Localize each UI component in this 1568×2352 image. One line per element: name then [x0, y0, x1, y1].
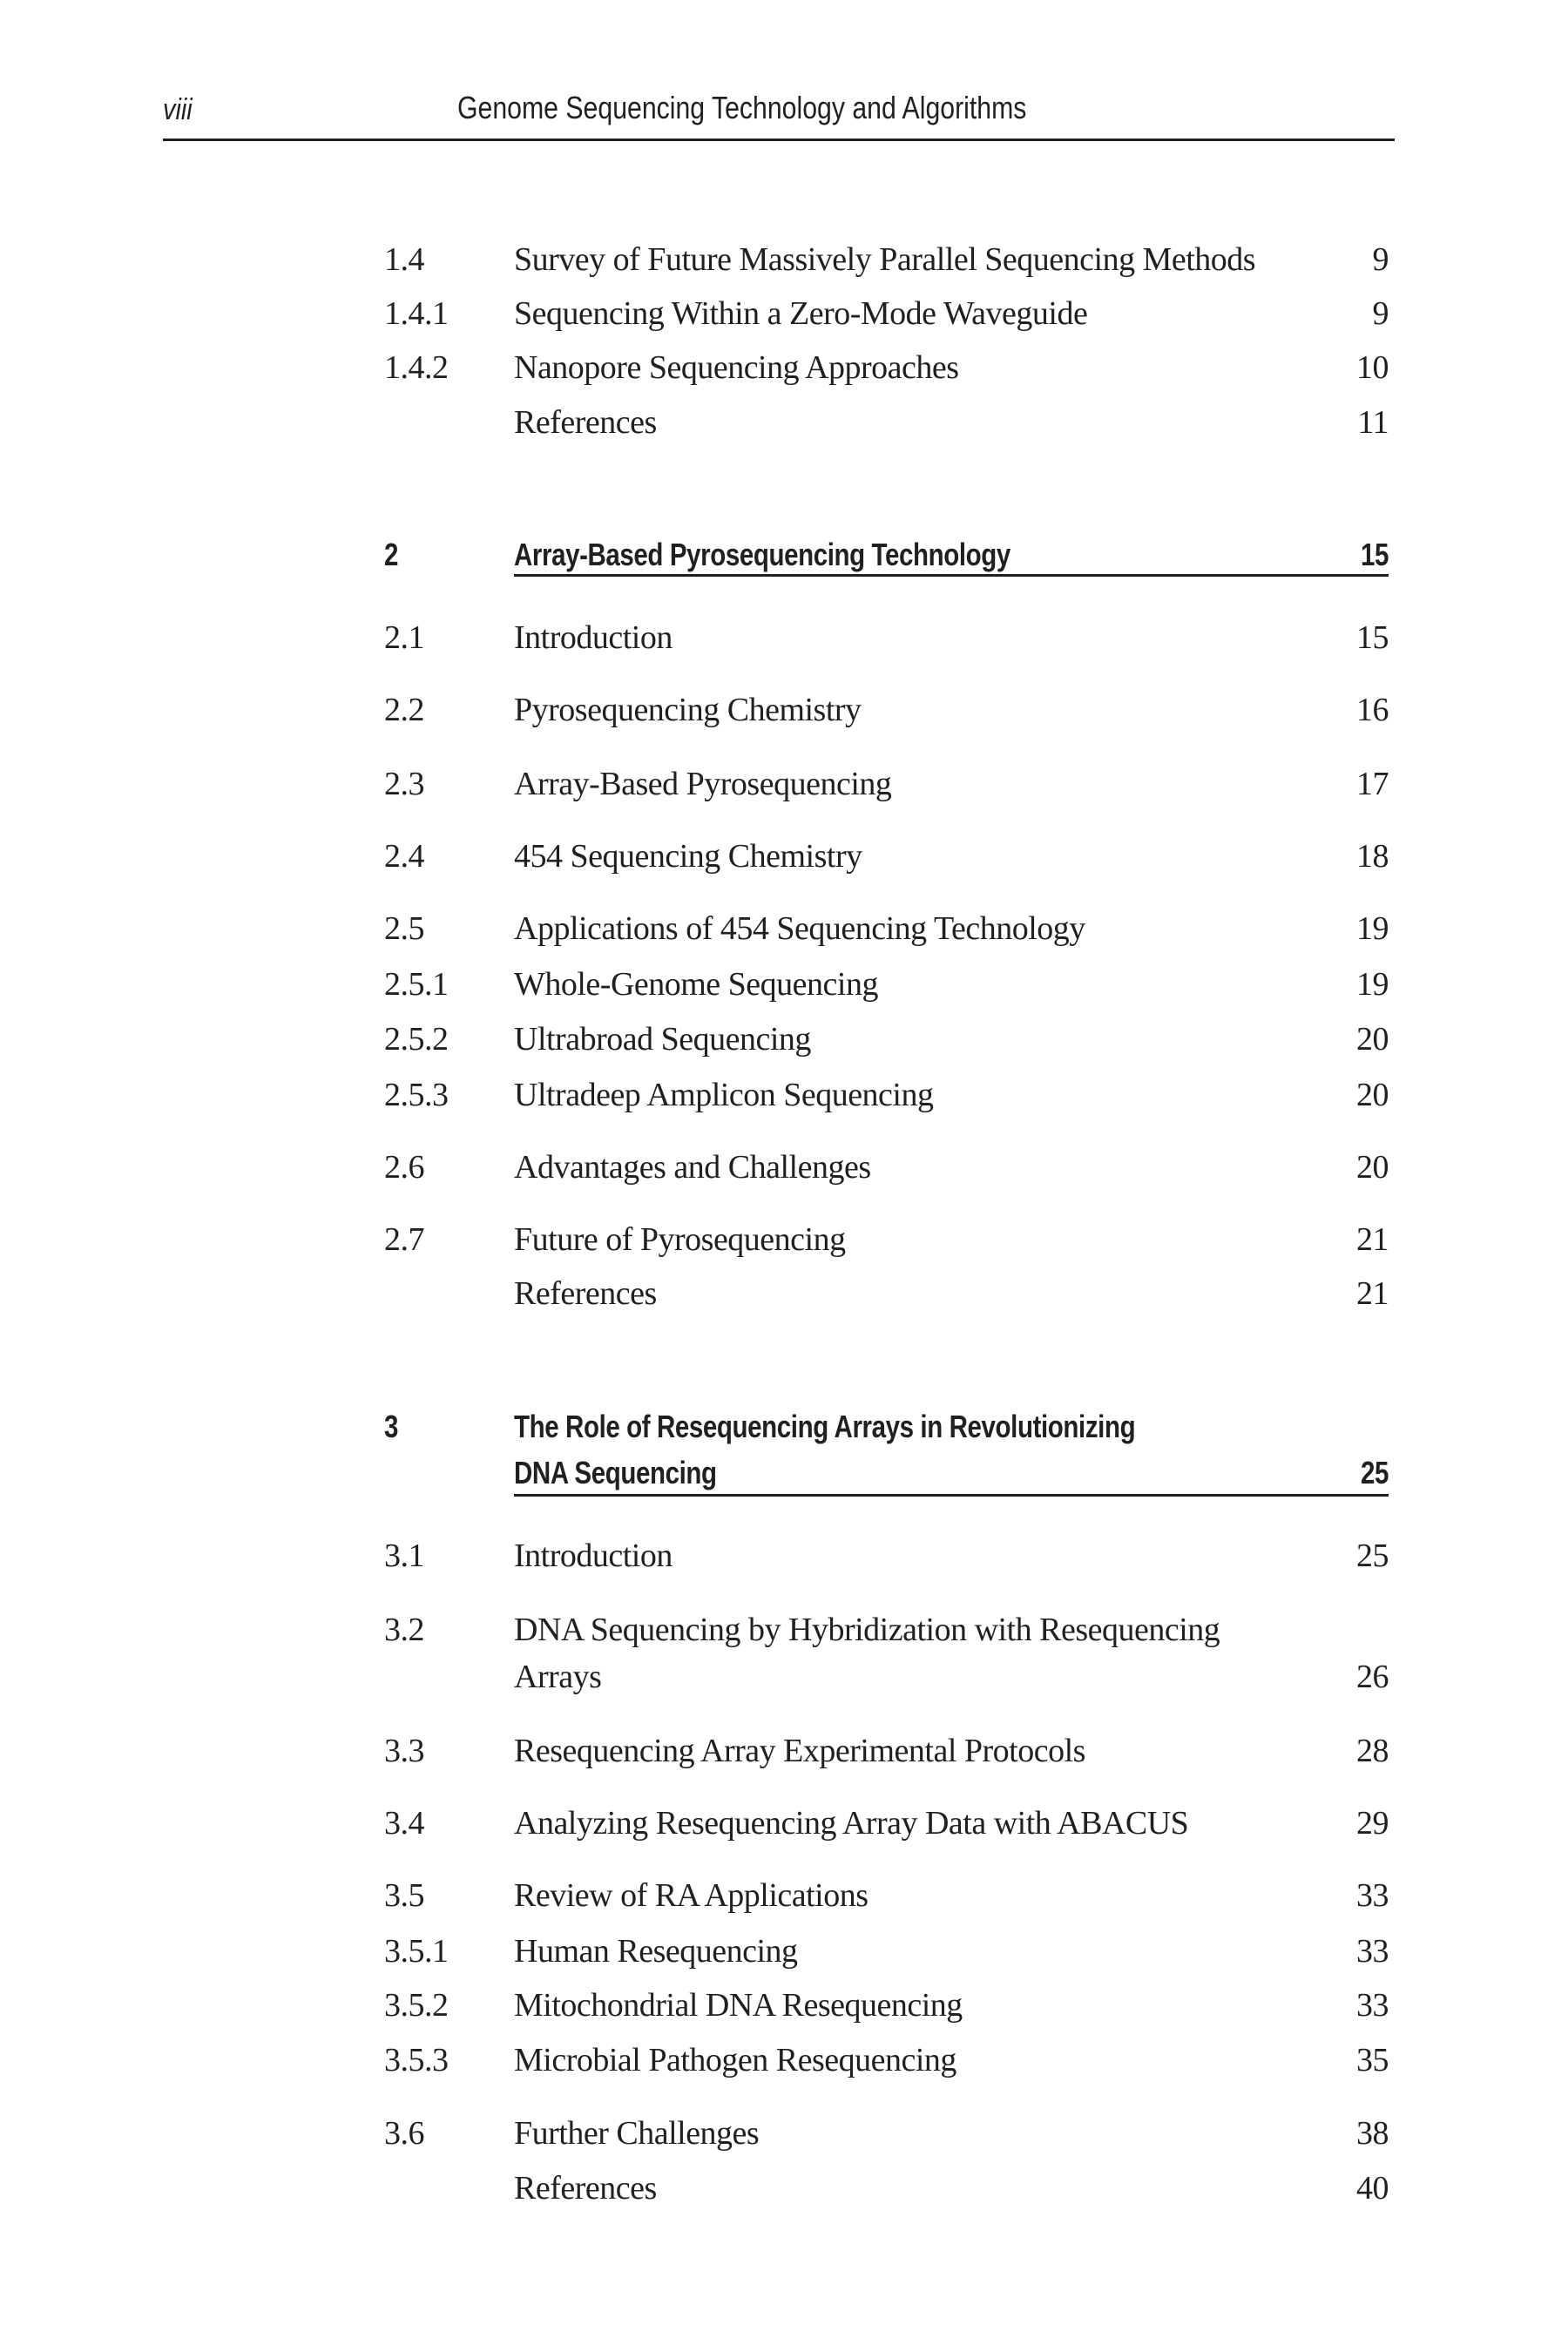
page-number: 21: [1356, 1221, 1389, 1258]
section-title: References: [514, 2170, 657, 2207]
section-number: 2.7: [384, 1221, 424, 1258]
page-number: 28: [1356, 1733, 1389, 1769]
page-number: 19: [1356, 910, 1389, 947]
toc-entry: [384, 1729, 1389, 1773]
toc-entry-references: [384, 1272, 1389, 1315]
section-title: References: [514, 404, 657, 441]
page-number: 33: [1356, 1877, 1389, 1914]
toc-entry: [384, 346, 1389, 389]
chapter-rule: [514, 1494, 1389, 1497]
page-number: 29: [1356, 1805, 1389, 1842]
page-number: 16: [1356, 692, 1389, 728]
toc-entry: [384, 762, 1389, 806]
page-number: 20: [1356, 1149, 1389, 1186]
section-title: Analyzing Resequencing Array Data with ABACUS: [514, 1805, 1189, 1842]
section-number: 2.3: [384, 766, 424, 802]
page-number: 18: [1356, 838, 1389, 875]
header-rule: [163, 139, 1395, 141]
section-number: 3.4: [384, 1805, 424, 1842]
toc-entry: [384, 1017, 1389, 1061]
toc-entry: [384, 1930, 1389, 1973]
chapter-title: Array-Based Pyrosequencing Technology: [514, 537, 1010, 572]
toc-entry: [384, 616, 1389, 659]
section-title: Further Challenges: [514, 2115, 760, 2152]
toc-entry-references: [384, 2166, 1389, 2210]
section-title: Introduction: [514, 1538, 672, 1574]
toc-entry: [384, 1608, 1389, 1652]
page-number: 19: [1356, 966, 1389, 1003]
toc-entry: [384, 2112, 1389, 2155]
chapter-title: The Role of Resequencing Arrays in Revolutionizing: [514, 1409, 1136, 1444]
toc-entry: [384, 1218, 1389, 1261]
section-number: 2.5: [384, 910, 424, 947]
running-head-page-number: viii: [163, 93, 193, 126]
section-number: 2.1: [384, 619, 424, 656]
page-number: 35: [1356, 2042, 1389, 2078]
page-number: 11: [1357, 404, 1389, 441]
page-number: 21: [1356, 1275, 1389, 1312]
section-title: Introduction: [514, 619, 672, 656]
page-number: 9: [1372, 295, 1389, 332]
toc-entry: [384, 1073, 1389, 1117]
section-number: 3.5.3: [384, 2042, 449, 2078]
section-number: 3.5.2: [384, 1987, 449, 2024]
page-number: 20: [1356, 1077, 1389, 1113]
toc-entry: [384, 1146, 1389, 1189]
section-title: Nanopore Sequencing Approaches: [514, 349, 959, 386]
section-number: 1.4: [384, 241, 424, 278]
toc-entry: [384, 292, 1389, 335]
section-title: Ultradeep Amplicon Sequencing: [514, 1077, 934, 1113]
section-number: 2.5.3: [384, 1077, 449, 1113]
section-title: Resequencing Array Experimental Protocols: [514, 1733, 1085, 1769]
running-head-title: Genome Sequencing Technology and Algorithms: [457, 90, 1027, 125]
section-title: DNA Sequencing by Hybridization with Resequencing: [514, 1612, 1220, 1648]
page-number: 15: [1360, 537, 1389, 572]
section-title-line2: Arrays: [514, 1659, 602, 1695]
section-title: Microbial Pathogen Resequencing: [514, 2042, 956, 2078]
page-number: 9: [1372, 241, 1389, 278]
section-title: Survey of Future Massively Parallel Sequencing Methods: [514, 241, 1256, 278]
section-number: 3.5.1: [384, 1933, 449, 1970]
page-number: 33: [1356, 1933, 1389, 1970]
section-number: 3.1: [384, 1538, 424, 1574]
section-title: 454 Sequencing Chemistry: [514, 838, 862, 875]
toc-entry: [384, 688, 1389, 732]
section-title: Pyrosequencing Chemistry: [514, 692, 862, 728]
section-title: Mitochondrial DNA Resequencing: [514, 1987, 963, 2024]
page-number: 38: [1356, 2115, 1389, 2152]
page-number: 25: [1360, 1455, 1389, 1490]
toc-entry: [384, 907, 1389, 950]
section-number: 1.4.2: [384, 349, 449, 386]
page-number: 10: [1356, 349, 1389, 386]
section-number: 3.2: [384, 1612, 424, 1648]
toc-entry: [384, 835, 1389, 878]
section-number: 2.5.2: [384, 1021, 449, 1058]
section-title: Review of RA Applications: [514, 1877, 868, 1914]
section-title: Future of Pyrosequencing: [514, 1221, 846, 1258]
page-number: 17: [1356, 766, 1389, 802]
toc-entry: [384, 1984, 1389, 2027]
section-number: 2.4: [384, 838, 424, 875]
chapter-number: 3: [384, 1409, 399, 1444]
chapter-rule: [514, 574, 1389, 577]
toc-entry: [384, 238, 1389, 281]
chapter-title-line2: DNA Sequencing: [514, 1455, 717, 1490]
section-number: 3.6: [384, 2115, 424, 2152]
section-title: Ultrabroad Sequencing: [514, 1021, 811, 1058]
section-title: Sequencing Within a Zero-Mode Waveguide: [514, 295, 1088, 332]
section-title: References: [514, 1275, 657, 1312]
section-number: 2.5.1: [384, 966, 449, 1003]
section-title: Array-Based Pyrosequencing: [514, 766, 892, 802]
chapter-number: 2: [384, 537, 399, 572]
section-title: Human Resequencing: [514, 1933, 798, 1970]
section-number: 3.5: [384, 1877, 424, 1914]
toc-entry-references: [384, 401, 1389, 444]
section-title: Advantages and Challenges: [514, 1149, 871, 1186]
page-number: 40: [1356, 2170, 1389, 2207]
section-number: 3.3: [384, 1733, 424, 1769]
section-title: Applications of 454 Sequencing Technology: [514, 910, 1085, 947]
toc-entry: [384, 963, 1389, 1006]
section-number: 2.6: [384, 1149, 424, 1186]
toc-entry: [384, 1801, 1389, 1845]
page-number: 33: [1356, 1987, 1389, 2024]
page-number: 20: [1356, 1021, 1389, 1058]
toc-chapter-3: [384, 1405, 1389, 1449]
page-number: 15: [1356, 619, 1389, 656]
page-number: 26: [1356, 1659, 1389, 1695]
toc-entry: [384, 1874, 1389, 1917]
toc-chapter-3-cont: [384, 1451, 1389, 1495]
page-number: 25: [1356, 1538, 1389, 1574]
toc-chapter-2: [384, 533, 1389, 577]
toc-entry: [384, 2038, 1389, 2082]
toc-entry-cont: [384, 1655, 1389, 1699]
section-number: 2.2: [384, 692, 424, 728]
toc-entry: [384, 1534, 1389, 1578]
section-number: 1.4.1: [384, 295, 449, 332]
section-title: Whole-Genome Sequencing: [514, 966, 878, 1003]
